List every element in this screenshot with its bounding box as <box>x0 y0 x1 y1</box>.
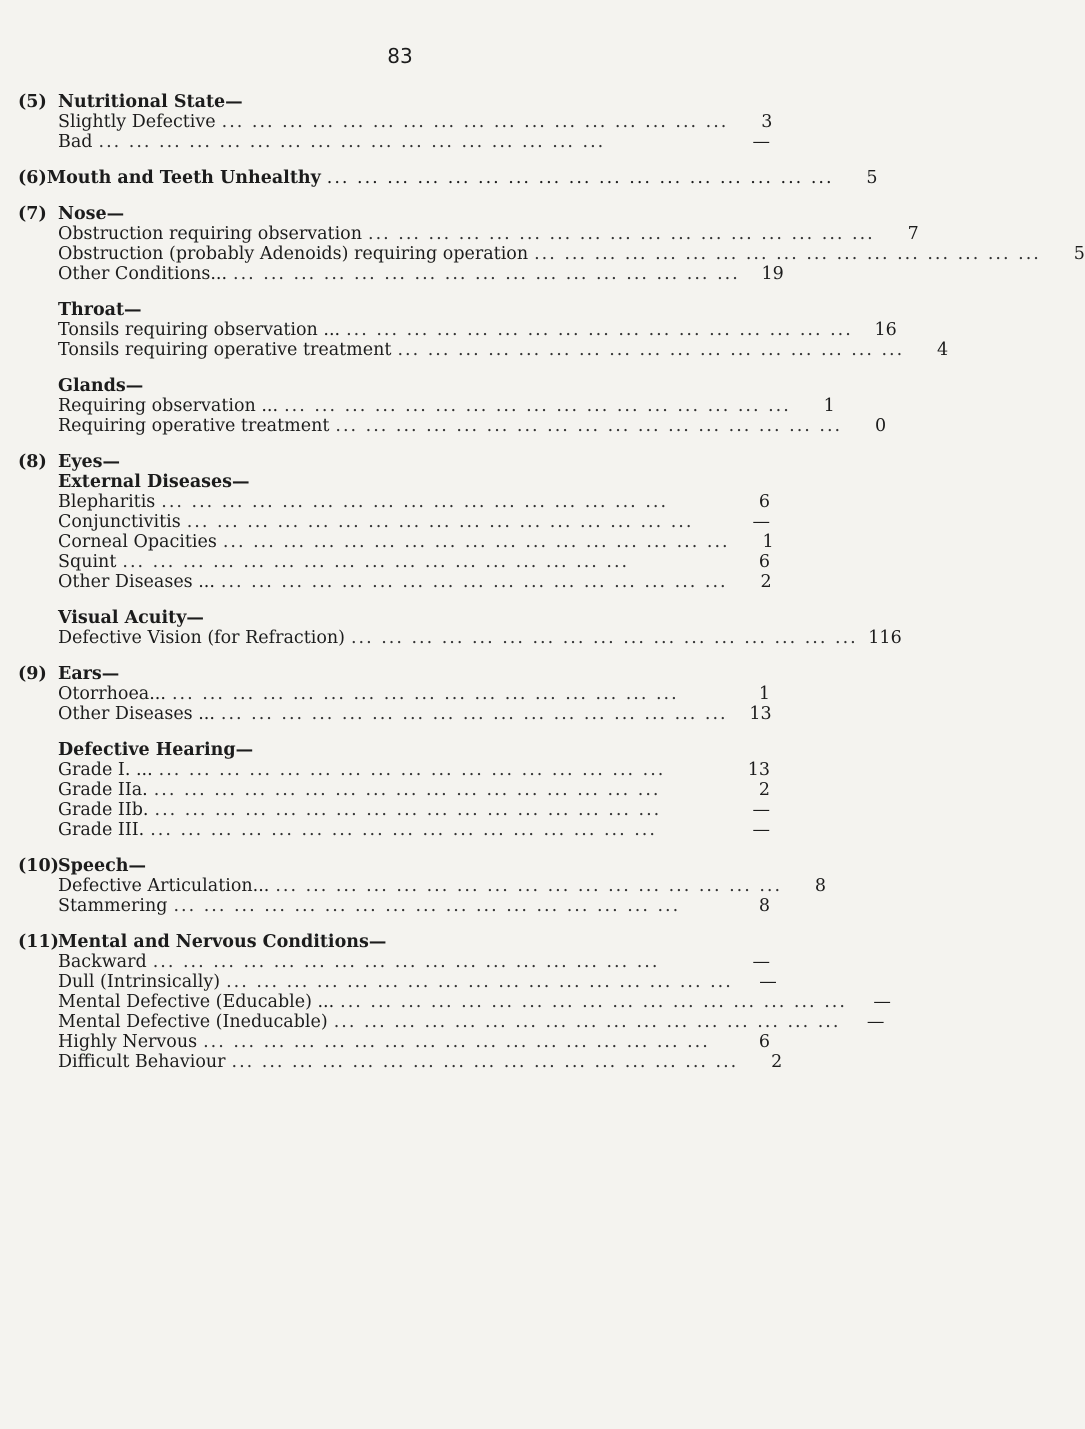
row-value: 116 <box>868 628 902 648</box>
row-label: Slightly Defective <box>58 112 216 132</box>
section <box>18 168 878 188</box>
leader-dots: ... ... ... ... ... ... ... ... ... ... ... ... ... ... ... ... ... <box>154 800 662 820</box>
row-label: Other Diseases ... <box>58 704 215 724</box>
section-number: (8) <box>18 452 47 472</box>
table-row <box>18 112 773 132</box>
table-row <box>18 704 770 724</box>
section-header <box>18 92 770 112</box>
section-header <box>18 452 770 472</box>
row-label: Tonsils requiring observation ... <box>58 320 341 340</box>
section-header <box>18 204 770 224</box>
row-value: 6 <box>758 1032 770 1052</box>
leader-dots: ... ... ... ... ... ... ... ... ... ... ... ... ... ... ... ... ... <box>186 512 694 532</box>
section-number: (9) <box>18 664 47 684</box>
leader-dots: ... ... ... ... ... ... ... ... ... ... ... ... ... ... ... ... ... <box>534 244 1041 264</box>
leader-dots: ... ... ... ... ... ... ... ... ... ... ... ... ... ... ... ... ... <box>153 780 661 800</box>
row-value: 8 <box>758 896 770 916</box>
section-title: Defective Hearing— <box>58 740 254 760</box>
table-row <box>18 972 777 992</box>
row-label: Tonsils requiring operative treatment <box>58 340 392 360</box>
section <box>18 608 902 648</box>
leader-dots: ... ... ... ... ... ... ... ... ... ... ... ... ... ... ... ... ... <box>333 1012 841 1032</box>
leader-dots: ... ... ... ... ... ... ... ... ... ... ... ... ... ... ... ... ... <box>152 952 660 972</box>
row-label: Mental Defective (Educable) ... <box>58 992 335 1012</box>
table-row <box>18 1012 885 1032</box>
section-header <box>18 300 770 320</box>
section <box>18 740 770 840</box>
section <box>18 300 949 360</box>
section <box>18 204 1085 284</box>
row-label: Dull (Intrinsically) <box>58 972 221 992</box>
section-title: Speech— <box>58 856 147 876</box>
leader-dots: ... ... ... ... ... ... ... ... ... ... ... ... ... ... ... ... ... <box>368 224 875 244</box>
row-label: Grade I. ... <box>58 760 153 780</box>
section-title: Eyes— <box>58 452 120 472</box>
section-subtitle: External Diseases— <box>58 472 250 492</box>
leader-dots: ... ... ... ... ... ... ... ... ... ... ... ... ... ... ... ... ... <box>150 820 657 840</box>
row-value: 13 <box>747 760 770 780</box>
leader-dots: ... ... ... ... ... ... ... ... ... ... ... ... ... ... ... ... ... <box>335 416 843 436</box>
row-value: 5 <box>1073 244 1085 264</box>
section <box>18 664 770 724</box>
row-value: 8 <box>814 876 827 896</box>
section-number: (5) <box>18 92 47 112</box>
section-title: Ears— <box>58 664 120 684</box>
row-value: — <box>759 972 777 992</box>
leader-dots: ... ... ... ... ... ... ... ... ... ... ... ... ... ... ... ... ... <box>220 572 728 592</box>
section-title: Nose— <box>58 204 125 224</box>
row-value: 19 <box>761 264 784 284</box>
section-header <box>18 608 770 628</box>
leader-dots: ... ... ... ... ... ... ... ... ... ... ... ... ... ... ... ... ... <box>173 896 681 916</box>
leader-dots: ... ... ... ... ... ... ... ... ... ... ... ... ... ... ... ... ... <box>161 492 669 512</box>
table-row <box>18 532 774 552</box>
row-value: — <box>752 512 770 532</box>
row-label: Grade IIa. <box>58 780 148 800</box>
leader-dots: ... ... ... ... ... ... ... ... ... ... ... ... ... ... ... ... ... <box>222 532 730 552</box>
row-value: — <box>752 132 770 152</box>
section-number <box>18 300 58 320</box>
section-value: 5 <box>866 168 878 188</box>
section-number: (10) <box>18 856 59 876</box>
row-label: Bad <box>58 132 93 152</box>
row-label: Obstruction (probably Adenoids) requiring operation <box>58 244 529 264</box>
row-label: Squint <box>58 552 117 572</box>
row-label: Other Diseases ... <box>58 572 215 592</box>
leader-dots: ... ... ... ... ... ... ... ... ... ... ... ... ... ... ... ... ... <box>171 684 679 704</box>
leader-dots: ... ... ... ... ... ... ... ... ... ... ... ... ... ... ... ... ... <box>326 168 834 188</box>
section-title: Visual Acuity— <box>58 608 204 628</box>
section-header <box>18 856 770 876</box>
section <box>18 856 827 916</box>
leader-dots: ... ... ... ... ... ... ... ... ... ... ... ... ... ... ... ... ... <box>340 992 847 1012</box>
section-title: Nutritional State— <box>58 92 243 112</box>
row-label: Requiring observation ... <box>58 396 279 416</box>
table-row <box>18 132 770 152</box>
row-label: Corneal Opacities <box>58 532 217 552</box>
leader-dots: ... ... ... ... ... ... ... ... ... ... ... ... ... ... ... ... ... <box>397 340 905 360</box>
table-row <box>18 224 919 244</box>
row-label: Grade III. <box>58 820 145 840</box>
row-value: 6 <box>758 552 770 572</box>
section-header <box>18 376 770 396</box>
row-label: Other Conditions... <box>58 264 228 284</box>
table-row <box>18 320 897 340</box>
row-label: Highly Nervous <box>58 1032 198 1052</box>
row-label: Obstruction requiring observation <box>58 224 362 244</box>
table-row <box>18 800 770 820</box>
table-row <box>18 244 1085 264</box>
leader-dots: ... ... ... ... ... ... ... ... ... ... ... ... ... ... ... ... ... <box>275 876 783 896</box>
row-label: Defective Vision (for Refraction) <box>58 628 345 648</box>
section-number <box>18 376 58 396</box>
row-label: Grade IIb. <box>58 800 149 820</box>
table-row <box>18 492 770 512</box>
table-row <box>18 340 949 360</box>
report-content <box>18 92 1085 1088</box>
row-label: Difficult Behaviour <box>58 1052 226 1072</box>
section-number: (11) <box>18 932 59 952</box>
row-value: — <box>866 1012 885 1032</box>
section <box>18 92 773 152</box>
leader-dots: ... ... ... ... ... ... ... ... ... ... ... ... ... ... ... ... ... <box>346 320 853 340</box>
table-row <box>18 1032 770 1052</box>
row-label: Otorrhoea... <box>58 684 166 704</box>
table-row <box>18 760 770 780</box>
section-title: Glands— <box>58 376 144 396</box>
section-number <box>18 608 58 628</box>
leader-dots: ... ... ... ... ... ... ... ... ... ... ... ... ... ... ... ... ... <box>158 760 666 780</box>
row-value: — <box>873 992 891 1012</box>
section-title: Mental and Nervous Conditions— <box>58 932 387 952</box>
section-header <box>18 664 770 684</box>
table-row <box>18 628 902 648</box>
section-title: Mouth and Teeth Unhealthy <box>46 168 321 188</box>
row-value: 16 <box>874 320 897 340</box>
row-value: 2 <box>760 572 772 592</box>
section-number: (6) <box>18 168 47 188</box>
row-value: 6 <box>758 492 770 512</box>
page-number: 83 <box>387 44 413 68</box>
row-label: Stammering <box>58 896 168 916</box>
row-value: 1 <box>823 396 835 416</box>
table-row <box>18 992 891 1012</box>
table-row <box>18 780 770 800</box>
row-value: — <box>752 820 770 840</box>
leader-dots: ... ... ... ... ... ... ... ... ... ... ... ... ... ... ... ... ... <box>220 704 728 724</box>
row-label: Blepharitis <box>58 492 156 512</box>
leader-dots: ... ... ... ... ... ... ... ... ... ... ... ... ... ... ... ... ... <box>226 972 733 992</box>
leader-dots: ... ... ... ... ... ... ... ... ... ... ... ... ... ... ... ... ... <box>203 1032 710 1052</box>
row-label: Conjunctivitis <box>58 512 181 532</box>
section-header <box>18 168 878 188</box>
row-label: Requiring operative treatment <box>58 416 330 436</box>
table-row <box>18 876 827 896</box>
row-value: 2 <box>758 780 770 800</box>
table-row <box>18 572 770 592</box>
table-row <box>18 896 770 916</box>
section-number: (7) <box>18 204 47 224</box>
section-title: Throat— <box>58 300 142 320</box>
section-number <box>18 740 58 760</box>
section <box>18 932 891 1072</box>
section-header <box>18 740 770 760</box>
row-value: 1 <box>762 532 774 552</box>
section <box>18 376 887 436</box>
table-row <box>18 416 887 436</box>
table-row <box>18 1052 783 1072</box>
table-row <box>18 396 835 416</box>
row-label: Backward <box>58 952 147 972</box>
leader-dots: ... ... ... ... ... ... ... ... ... ... ... ... ... ... ... ... ... <box>350 628 858 648</box>
row-value: 4 <box>937 340 949 360</box>
row-label: Defective Articulation... <box>58 876 270 896</box>
row-value: 0 <box>874 416 887 436</box>
table-row <box>18 264 784 284</box>
table-row <box>18 820 770 840</box>
row-value: 1 <box>758 684 770 704</box>
table-row <box>18 952 770 972</box>
section <box>18 452 774 592</box>
leader-dots: ... ... ... ... ... ... ... ... ... ... ... ... ... ... ... ... ... <box>98 132 606 152</box>
row-label: Mental Defective (Ineducable) <box>58 1012 328 1032</box>
row-value: 2 <box>771 1052 783 1072</box>
leader-dots: ... ... ... ... ... ... ... ... ... ... ... ... ... ... ... ... ... <box>231 1052 739 1072</box>
table-row <box>18 552 770 572</box>
row-value: 13 <box>749 704 772 724</box>
table-row <box>18 512 770 532</box>
row-value: 7 <box>907 224 919 244</box>
section-header <box>18 932 770 952</box>
leader-dots: ... ... ... ... ... ... ... ... ... ... ... ... ... ... ... ... ... <box>233 264 740 284</box>
row-value: 3 <box>761 112 773 132</box>
leader-dots: ... ... ... ... ... ... ... ... ... ... ... ... ... ... ... ... ... <box>221 112 729 132</box>
row-value: — <box>752 800 770 820</box>
table-row <box>18 684 770 704</box>
leader-dots: ... ... ... ... ... ... ... ... ... ... ... ... ... ... ... ... ... <box>122 552 630 572</box>
row-value: — <box>752 952 770 972</box>
leader-dots: ... ... ... ... ... ... ... ... ... ... ... ... ... ... ... ... ... <box>284 396 791 416</box>
